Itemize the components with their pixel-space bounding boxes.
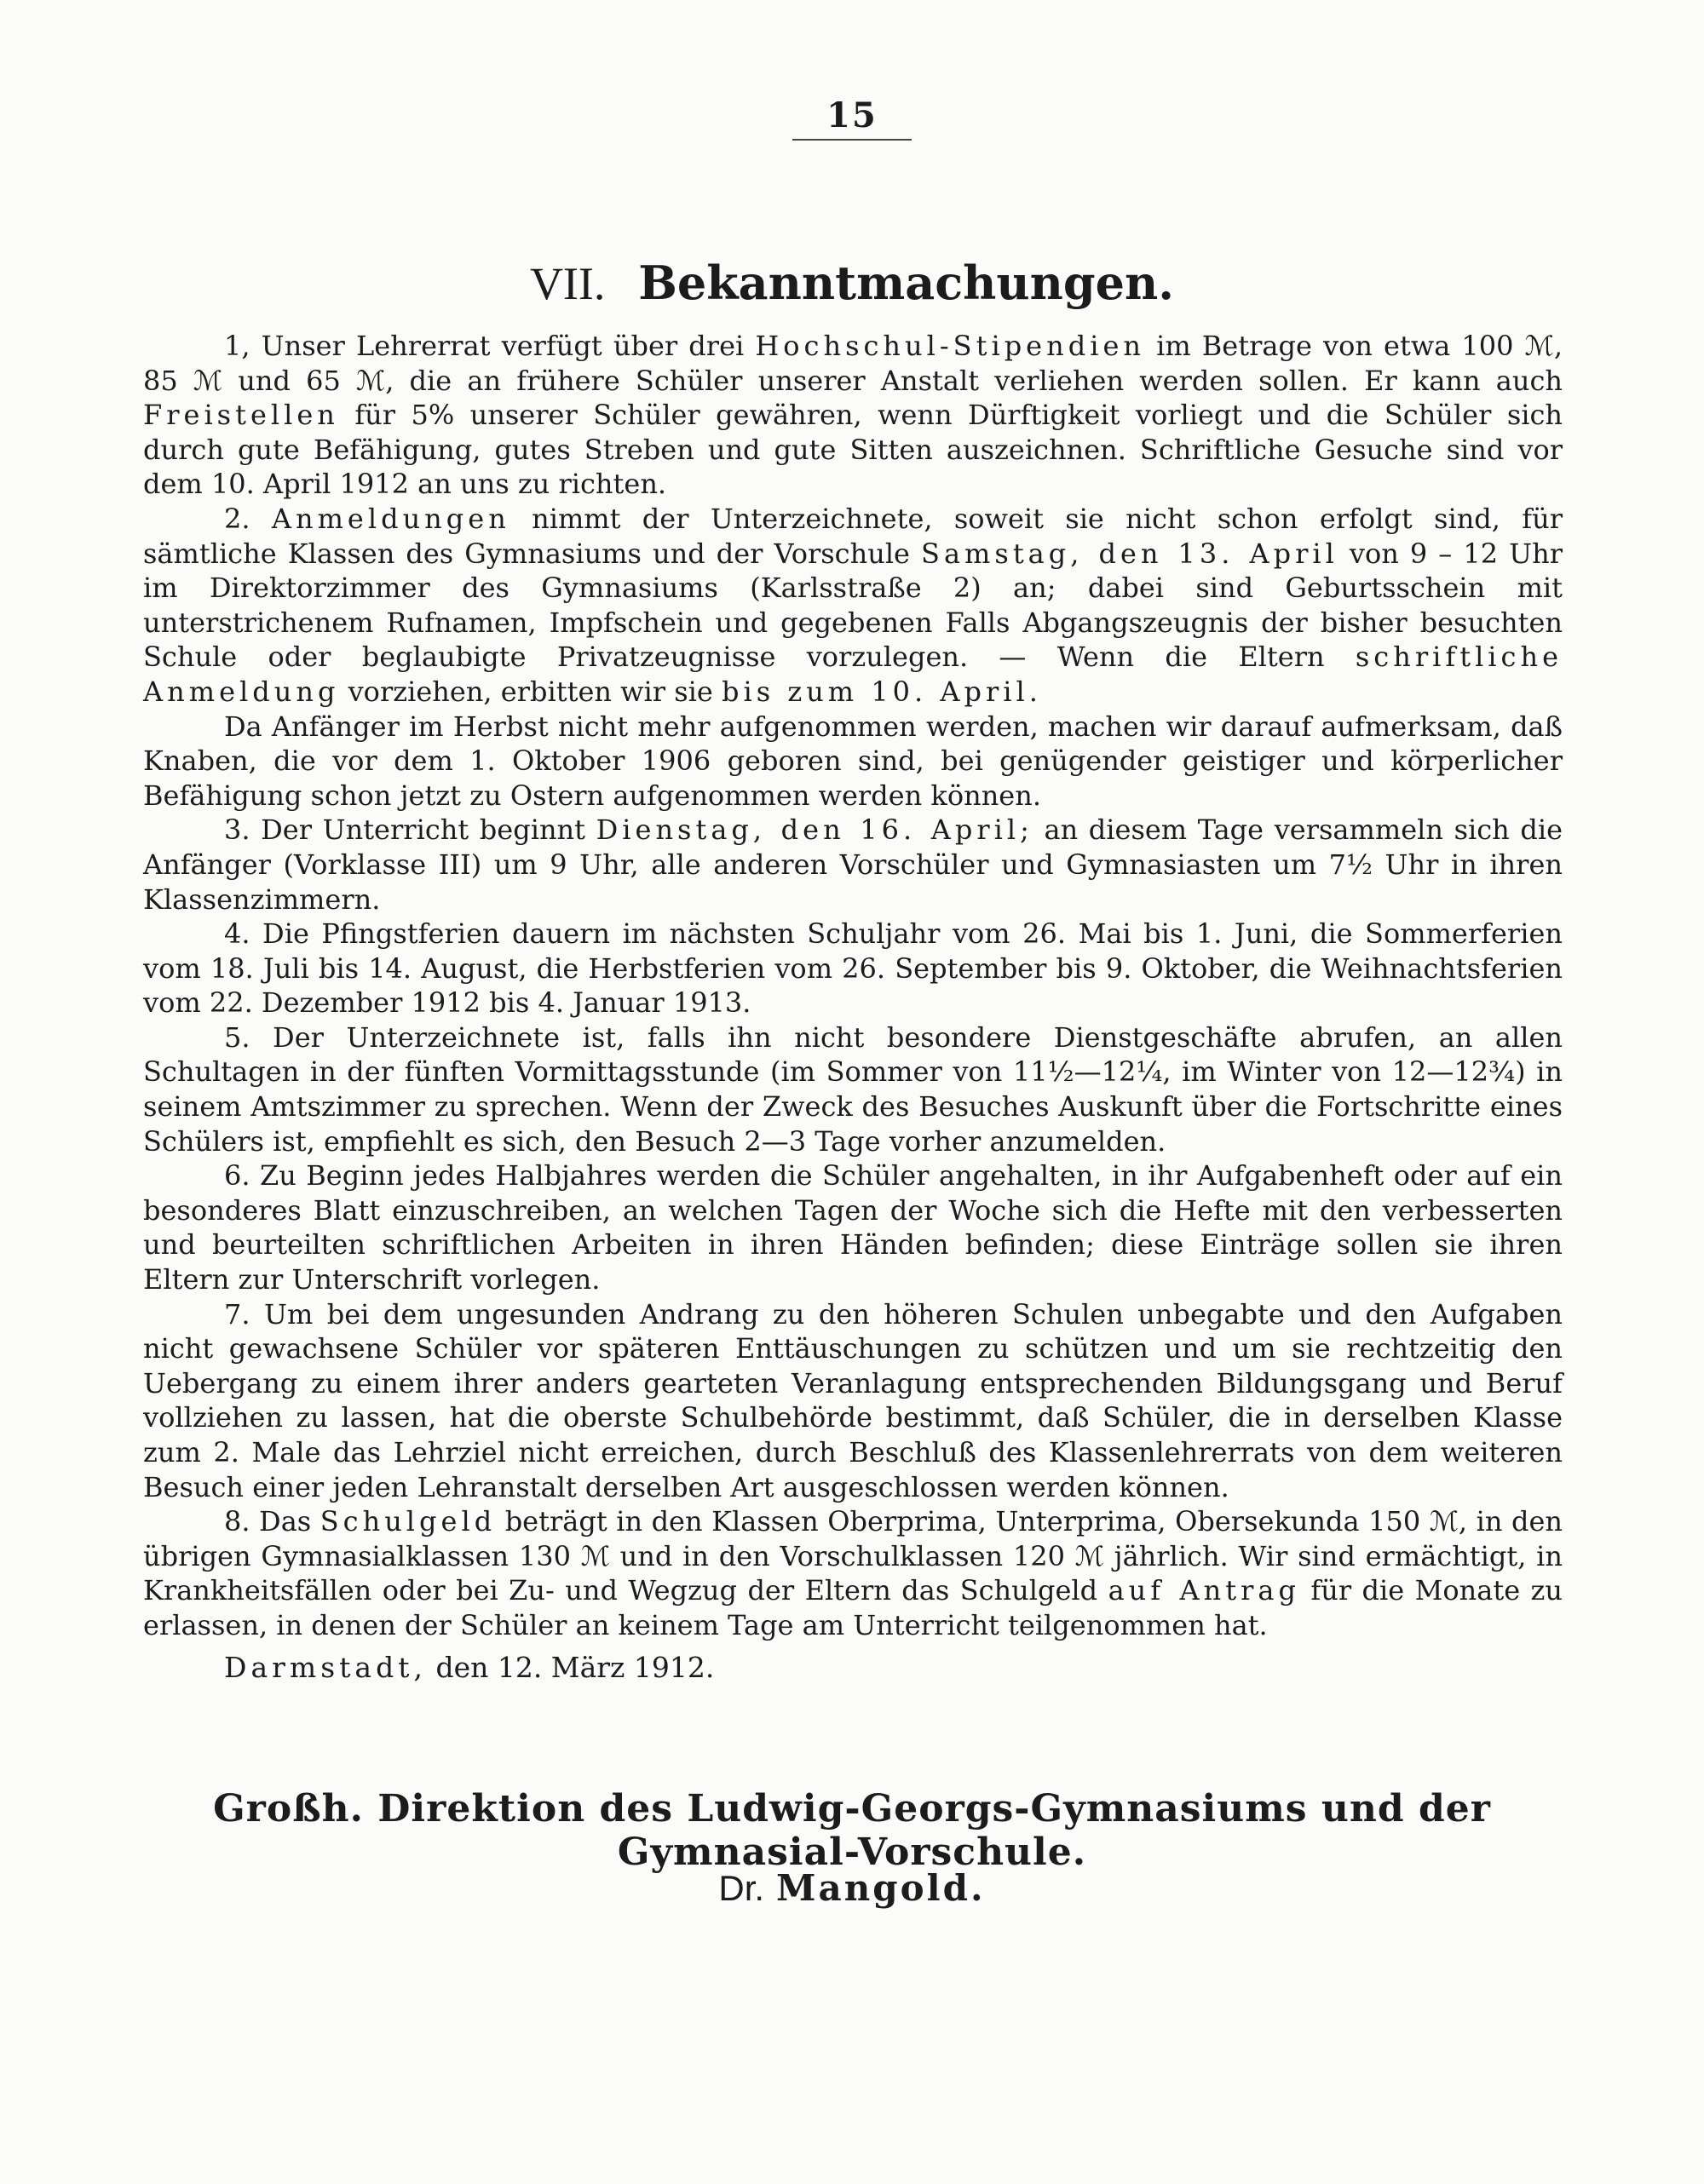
emphasis-free-places: Freistellen [143,399,339,432]
emphasis-school-fees: Schulgeld [320,1505,497,1538]
section-heading [341,256,1363,310]
paragraph-3-lessons-start: 3. Der Unterricht beginnt Dienstag, den 16. April; an diesem Tage versammeln sich die Anfänger (Vorklasse III) um 9 Uhr, alle anderen Vorschüler und Gymnasiasten um 7½ Uhr in ihren Klassenzimmern. [143,813,1563,916]
paragraph-beginners: Da Anfänger im Herbst nicht mehr aufgenommen werden, machen wir darauf aufmerksam, daß Knaben, die vor dem 1. Oktober 1906 geboren sind, bei genügender geistiger und körperlicher Befähigung schon jetzt zu Ostern aufgenommen werden können. [143,710,1563,812]
section-number: VII. [529,258,606,309]
emphasis-stipends: Hochschul-Stipendien [755,330,1145,362]
emphasis-written-registration: schriftliche Anmeldung [143,641,1563,708]
paragraph-4-holidays: 4. Die Pfingstferien dauern im nächsten Schuljahr vom 26. Mai bis 1. Juni, die Sommerferien vom 18. Juli bis 14. August, die Herbstferien vom 26. September bis 9. Oktober, die Weihnachtsferien vom 22. Dezember 1912 bis 4. Januar 1913. [143,917,1563,1020]
dateline [224,1651,714,1684]
dateline-date: den 12. März 1912. [426,1651,715,1684]
emphasis-deadline: bis zum 10. April. [722,675,1042,708]
signature-title: Dr. [718,1868,765,1908]
signature [511,1867,1193,1909]
paragraph-5-office-hours: 5. Der Unterzeichnete ist, falls ihn nicht besondere Dienstgeschäfte abrufen, an allen Schultagen in der fünften Vormittagsstunde (im Sommer von 11½—12¼, im Winter von 12—12¾) in seinem Amtszimmer zu sprechen. Wenn der Zweck des Besuches Auskunft über die Fortschritte eines Schülers ist, empfiehlt es sich, den Besuch 2—3 Tage vorher anzumelden. [143,1020,1563,1158]
page-number: 15 [792,95,912,141]
signature-name: Mangold. [776,1867,986,1909]
paragraph-6-homework: 6. Zu Beginn jedes Halbjahres werden die Schüler angehalten, in ihr Aufgabenheft oder auf ein besonderes Blatt einzuschreiben, an welchen Tagen der Woche sich die Hefte mit den verbesserten und beurteilten schriftlichen Arbeiten in ihren Händen befinden; diese Einträge sollen sie ihren Eltern zur Unterschrift vorlegen. [143,1159,1563,1296]
paragraph-7-exclusion: 7. Um bei dem ungesunden Andrang zu den höheren Schulen unbegabte und den Aufgaben nicht gewachsene Schüler vor späteren Enttäuschungen zu schützen und um sie rechtzeitig den Uebergang zu einem ihrer anders gearteten Veranlagung entsprechenden Bildungsgang und Beruf vollziehen zu lassen, hat die oberste Schulbehörde bestimmt, daß Schüler, die in derselben Klasse zum 2. Male das Lehrziel nicht erreichen, durch Beschluß des Klassenlehrerrats von dem weiteren Besuch einer jeden Lehranstalt derselben Art ausgeschlossen werden können. [143,1297,1563,1503]
emphasis-start-date: Dienstag, den 16. April; [596,813,1033,847]
emphasis-on-request: auf Antrag [1108,1574,1300,1607]
issuing-authority: Großh. Direktion des Ludwig-Georgs-Gymnasiums und der Gymnasial-Vorschule. [213,1787,1491,1874]
paragraph-2-registrations: 2. Anmeldungen nimmt der Unterzeichnete, soweit sie nicht schon erfolgt sind, für sämtliche Klassen des Gymnasiums und der Vorschule Samstag, den 13. April von 9 – 12 Uhr im Direktorzimmer des Gymnasiums (Karlsstraße 2) an; dabei sind Geburtsschein mit unterstrichenem Rufnamen, Impfschein und gegebenen Falls Abgangszeugnis der bisher besuchten Schule oder beglaubigte Privatzeugnisse vorzulegen. — Wenn die Eltern schriftliche Anmeldung vorziehen, erbitten wir sie bis zum 10. April. [143,502,1563,708]
emphasis-registrations: Anmeldungen [271,502,510,535]
dateline-place: Darmstadt, [224,1651,427,1684]
paragraph-8-school-fees: 8. Das Schulgeld beträgt in den Klassen Oberprima, Unterprima, Obersekunda 150 ℳ, in den übrigen Gymnasialklassen 130 ℳ und in den Vorschulklassen 120 ℳ jährlich. Wir sind ermächtigt, in Krankheitsfällen oder bei Zu- und Wegzug der Eltern das Schulgeld auf Antrag für die Monate zu erlassen, in denen der Schüler an keinem Tage am Unterricht teilgenommen hat. [143,1505,1563,1641]
paragraph-1-stipends: 1, Unser Lehrerrat verfügt über drei Hochschul-Stipendien im Betrage von etwa 100 ℳ, 85 ℳ und 65 ℳ, die an frühere Schüler unserer Anstalt verliehen werden sollen. Er kann auch Freistellen für 5% unserer Schüler gewähren, wenn Dürftigkeit vorliegt und die Schüler sich durch gute Befähigung, gutes Streben und gute Sitten auszeichnen. Schriftliche Gesuche sind vor dem 10. April 1912 an uns zu richten. [143,330,1563,501]
announcements-body [143,329,1563,1643]
section-title: Bekanntmachungen. [638,256,1175,310]
emphasis-registration-date: Samstag, den 13. April [921,537,1338,570]
